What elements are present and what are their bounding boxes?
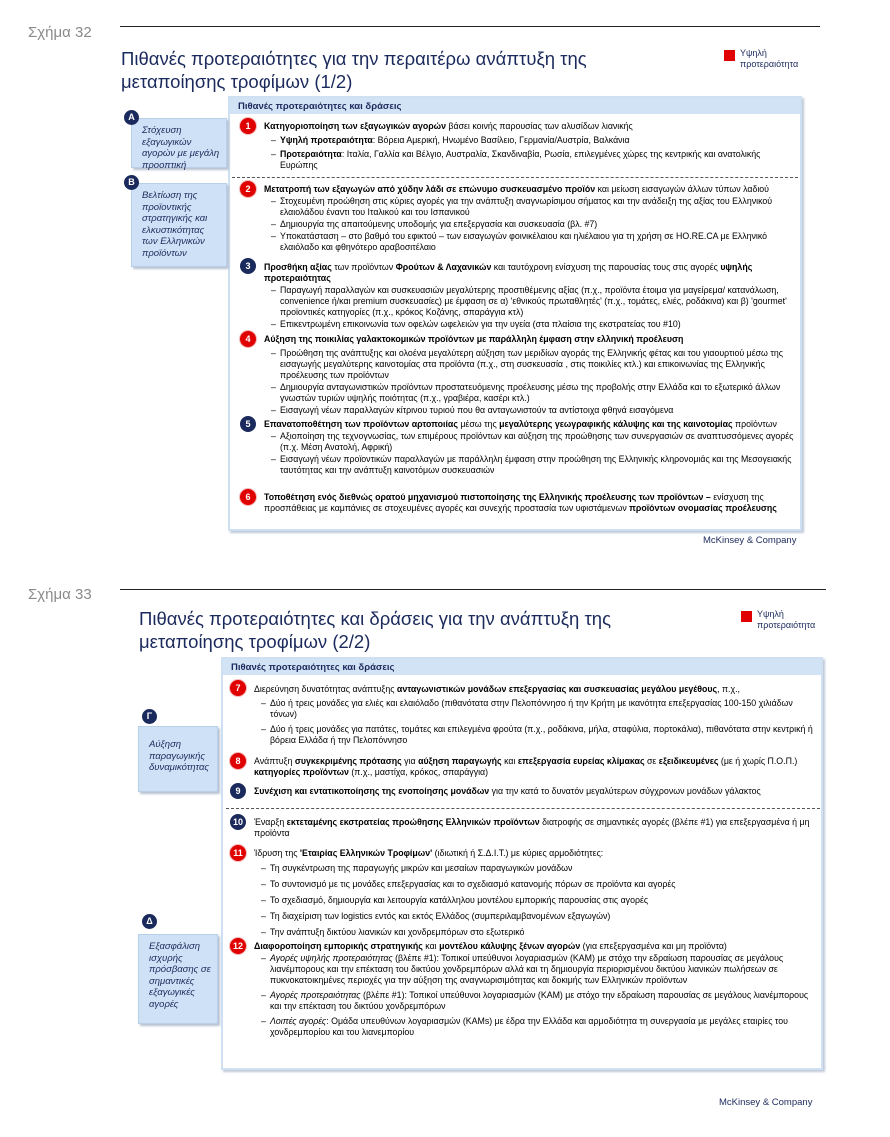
section-divider	[232, 177, 798, 178]
figure-title: Πιθανές προτεραιότητες για την περαιτέρω ανάπτυξη της μεταποίησης τροφίμων (1/2)	[121, 48, 587, 92]
side-badge-c: Γ	[142, 709, 157, 724]
legend-red-square	[724, 50, 735, 61]
panel-header: Πιθανές προτεραιότητες και δράσεις	[223, 659, 821, 675]
priority-item-9: Συνέχιση και εντατικοποίησης της ενοποίησης μονάδων για την κατά το δυνατόν μεγαλύτερων σύγχρονων μονάδων γάλακτος	[254, 786, 761, 796]
figure-divider	[120, 589, 826, 590]
priority-item-6: Τοποθέτηση ενός διεθνώς ορατού μηχανισμού πιστοποίησης της Ελληνικής προέλευσης των προϊόντων – ενίσχυση της προσπάθειας με καμπάνιες σε στοχευμένες αγορές και συνεχής προστασία των υφιστάμενων προϊόντων ονομασίας προέλευσης	[264, 492, 777, 513]
priority-item-4: Αύξηση της ποικιλίας γαλακτοκομικών προϊόντων με παράλληλη έμφαση στην ελληνική προέλευση – Προώθηση της ανάπτυξης και ολοένα μεγαλύτερη αύξηση των μεριδίων αγοράς της Ελληνικής φέτας και του γιαουρτιού μέσω της εισαγωγής μεγαλύτερης καινοτομίας στα προϊόντα (π.χ., στη συσκευασία , στις ποικιλίες κτλ.) και επικοινωνίας της Ελληνικής προέλευσης των προϊόντων – Δημιουργία ανταγωνιστικών προϊόντων προστατευόμενης προέλευσης μέσω της προβολής στην Ελλάδα και το εξωτερικό άλλων γνωστών τυριών υψηλής ποιότητας (π.χ., γραβιέρα, κασέρι κτλ.) – Εισαγωγή νέων παραλλαγών κίτρινου τυριού που θα ανταγωνιστούν τα αντίστοιχα φθηνά εισαγόμενα	[264, 334, 794, 416]
priority-number-6: 6	[240, 489, 256, 505]
priority-number-2: 2	[240, 181, 256, 197]
priority-number-1: 1	[240, 118, 256, 134]
side-badge-b: B	[124, 175, 139, 190]
priority-number-9: 9	[230, 783, 246, 799]
priority-item-10: Έναρξη εκτεταμένης εκστρατείας προώθησης Ελληνικών προϊόντων διατροφής σε σημαντικές αγορές (βλέπε #1) για επεξεργασμένα ή μη προϊόντα	[254, 817, 810, 838]
figure-divider	[120, 26, 820, 27]
priority-number-10: 10	[230, 814, 246, 830]
figure-title: Πιθανές προτεραιότητες και δράσεις για την ανάπτυξη της μεταποίησης τροφίμων (2/2)	[139, 608, 611, 652]
priority-item-11: Ίδρυση της 'Εταιρίας Ελληνικών Τροφίμων' (ιδιωτική ή Σ.Δ.Ι.Τ.) με κύριες αρμοδιότητες: – Τη συγκέντρωση της παραγωγής μικρών και μεσαίων παραγωγικών μονάδων – Το συντονισμό με τις μονάδες επεξεργασίας και το σχεδιασμό κατανομής πόρων σε προϊόντα και αγορές – Το σχεδιασμό, δημιουργία και λειτουργία κατάλληλου μοντέλου εμπορικής παρουσίας στις αγορές – Τη διαχείριση των logistics εντός και εκτός Ελλάδος (συμπεριλαμβανομένων εξαγωγών) – Την ανάπτυξη δικτύου λιανικών και χονδρεμπόρων στο εξωτερικό	[254, 848, 814, 938]
priority-number-4: 4	[240, 331, 256, 347]
priority-number-11: 11	[230, 845, 246, 861]
priority-number-7: 7	[230, 680, 246, 696]
figure-label: Σχήμα 32	[28, 24, 92, 41]
priority-legend: Υψηλή προτεραιότητα	[741, 609, 815, 631]
priority-item-1: Κατηγοριοποίηση των εξαγωγικών αγορών βάσει κοινής παρουσίας των αλυσίδων λιανικής – Υψηλή προτεραιότητα: Βόρεια Αμερική, Ηνωμένο Βασίλειο, Γερμανία/Αυστρία, Βαλκάνια – Προτεραιότητα: Ιταλία, Γαλλία και Βέλγιο, Αυστραλία, Σκανδιναβία, Ρωσία, επιλεγμένες χώρες της κεντρικής και ανατολικής Ευρώπης	[264, 121, 794, 171]
priority-number-12: 12	[230, 938, 246, 954]
priority-number-5: 5	[240, 416, 256, 432]
priority-number-3: 3	[240, 258, 256, 274]
side-label-b: Βελτίωση της προϊοντικής στρατηγικής και ελκυστικότητας των Ελληνικών προϊόντων	[131, 183, 227, 267]
panel-header: Πιθανές προτεραιότητες και δράσεις	[230, 98, 800, 114]
section-divider	[226, 808, 820, 809]
source-note: McKinsey & Company	[703, 535, 797, 546]
priority-item-5: Επανατοποθέτηση των προϊόντων αρτοποιίας μέσω της μεγαλύτερης γεωγραφικής κάλυψης και της καινοτομίας προϊόντων – Αξιοποίηση της τεχνογνωσίας, των επιμέρους προϊόντων και αύξηση της προώθησης των συνεργασιών σε αναπτυσσόμενες αγορές (π.χ. Μέση Ανατολή, Αφρική) – Εισαγωγή νέων προϊοντικών παραλλαγών με παράλληλη έμφαση στην προώθηση της Ελληνικής κληρονομιάς και της Μεσογειακής ταυτότητας και την ανάπτυξη καινοτόμων συσκευασιών	[264, 419, 794, 476]
side-label-c: Αύξηση παραγωγικής δυναμικότητας	[138, 726, 218, 792]
legend-red-square	[741, 611, 752, 622]
priority-item-2: Μετατροπή των εξαγωγών από χύδην λάδι σε επώνυμο συσκευασμένο προϊόν και μείωση εισαγωγών άλλων τύπων λαδιού – Στοχευμένη προώθηση στις κύριες αγορές για την ανάπτυξη αναγνωρίσιμου σήματος και την ανάδειξη της αξίας του Ελληνικού ελαιολάδου έναντι του Ιταλικού και του Ισπανικού – Δημιουργία της απαιτούμενης υποδομής για επεξεργασία και συσκευασία (βλ. #7) – Υποκατάσταση – στο βαθμό του εφικτού – των εισαγωγών φοινικέλαιου και ηλιέλαιου για τη χρήση σε HO.RE.CA με Ελληνικό ελαιόλαδο και φθηνότερο αραβοσιτέλαιο	[264, 184, 794, 253]
side-label-a: Στόχευση εξαγωγικών αγορών με μεγάλη προοπτική	[131, 118, 227, 168]
priority-item-7: Διερεύνηση δυνατότητας ανάπτυξης ανταγωνιστικών μονάδων επεξεργασίας και συσκευασίας μεγάλου μεγέθους, π.χ., – Δύο ή τρεις μονάδες για ελιές και ελαιόλαδο (πιθανότατα στην Πελοπόννησο ή την Κρήτη με ικανότητα επεξεργασίας 100-150 χιλιάδων τόνων) – Δύο ή τρεις μονάδες για πατάτες, τομάτες και επιλεγμένα φρούτα (π.χ., ροδάκινα, μήλα, σταφύλια, πορτοκάλια), πιθανότατα στην κεντρική ή βόρεια Ελλάδα ή την Πελοπόννησο	[254, 684, 814, 746]
priority-item-3: Προσθήκη αξίας των προϊόντων Φρούτων & Λαχανικών και ταυτόχρονη ενίσχυση της παρουσίας τους στις αγορές υψηλής προτεραιότητας – Παραγωγή παραλλαγών και συσκευασιών μεγαλύτερης προστιθέμενης αξίας (π.χ., προϊόντα έτοιμα για μαγείρεμα/ κατανάλωση, convenience ή/και premium συσκευασίες) με έμφαση σε α) 'εθνικούς πρωταθλητές' (π.χ., τομάτες, ελιές, ροδάκινα) και β) 'gourmet' προϊοντικές κατηγορίες (π.χ., κρόκος Κοζάνης, σπαράγγια κτλ) – Επικεντρωμένη επικοινωνία των οφελών ωφελειών για την υγεία (στα πλαίσια της εκστρατείας του #10)	[264, 262, 794, 330]
side-badge-d: Δ	[142, 914, 157, 929]
figure-label: Σχήμα 33	[28, 586, 92, 603]
source-note: McKinsey & Company	[719, 1097, 813, 1108]
priority-item-8: Ανάπτυξη συγκεκριμένης πρότασης για αύξηση παραγωγής και επεξεργασία ευρείας κλίμακας σε εξειδικευμένες (με ή χωρίς Π.Ο.Π.) κατηγορίες προϊόντων (π.χ., μαστίχα, κρόκος, σπαράγγια)	[254, 756, 798, 777]
priority-item-12: Διαφοροποίηση εμπορικής στρατηγικής και μοντέλου κάλυψης ξένων αγορών (για επεξεργασμένα και μη προϊόντα) – Αγορές υψηλής προτεραιότητας (βλέπε #1): Τοπικοί υπεύθυνοι λογαριασμών (KAM) με στόχο την εδραίωση παρουσίας σε μεγάλους λιανέμπορους και την επέκταση του δικτύου χονδρεμπόρων αλλά και τη δημιουργία περιορισμένου δικτύου λιανικών πωλήσεων σε πυκνοκατοικημένες περιοχές για την αύξηση της αναγνωρισιμότητας και δοκιμής των Ελληνικών προϊόντων – Αγορές προτεραιότητας (βλέπε #1): Τοπικοί υπεύθυνοι λογαριασμών (KAM) με στόχο την εδραίωση παρουσίας σε μεγάλους λιανέμπορους και την επέκταση του δικτύου χονδρεμπόρων – Λοιπές αγορές: Ομάδα υπευθύνων λογαριασμών (KAMs) με έδρα την Ελλάδα και αρμοδιότητα τη συνεργασία με μεγάλες εταιρίες του χονδρεμπορίου και του λιανεμπορίου	[254, 941, 814, 1038]
priority-legend: Υψηλή προτεραιότητα	[724, 48, 798, 70]
priority-number-8: 8	[230, 753, 246, 769]
side-label-d: Εξασφάλιση ισχυρής πρόσβασης σε σημαντικές εξαγωγικές αγορές	[138, 934, 218, 1024]
side-badge-a: A	[124, 110, 139, 125]
